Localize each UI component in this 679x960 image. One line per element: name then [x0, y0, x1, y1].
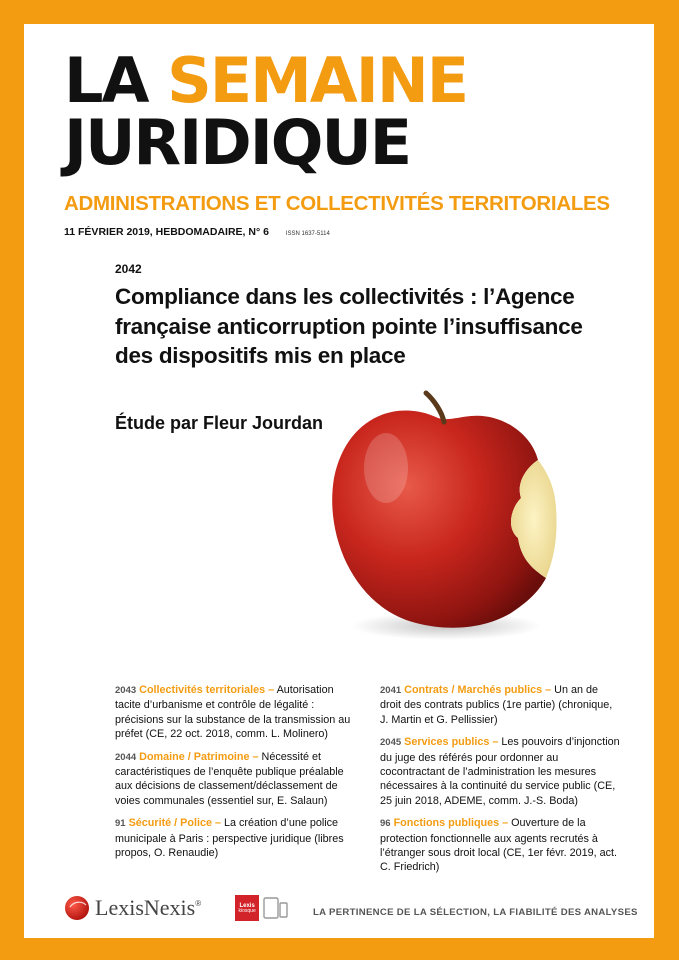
right-border-tab: [654, 664, 679, 938]
contents-entry: [380, 816, 620, 875]
publication-subtitle: ADMINISTRATIONS ET COLLECTIVITÉS TERRITORIALES: [64, 192, 610, 215]
entry-text: Les pouvoirs d’injonction du juge des référés pour ordonner au cocontractant de l’administration les mesures nécessaires à la continuité du service public (CE, 25 juin 2018, ADEME, comm. J.-S. Boda): [380, 736, 620, 807]
right-contents-column: [380, 683, 620, 883]
entry-number: 91: [115, 818, 126, 830]
masthead-juridique: JURIDIQUE: [64, 106, 411, 179]
bitten-apple-image: [326, 388, 561, 648]
entry-text: Autorisation tacite d’urbanisme et contrôle de légalité : précisions sur la substance de la transmission au préfet (CE, 22 oct. 2018, comm. L. Molinero): [115, 684, 351, 741]
issn: ISSN 1637-5114: [285, 231, 330, 237]
lexisnexis-sphere-icon: [64, 895, 90, 921]
entry-section[interactable]: Services publics –: [404, 736, 499, 749]
entry-section[interactable]: Domaine / Patrimoine –: [139, 750, 259, 763]
entry-number: 2044: [115, 751, 137, 763]
lexisnexis-wordmark: LexisNexis: [95, 895, 196, 920]
entry-section[interactable]: Sécurité / Police –: [128, 817, 221, 830]
entry-number: 2043: [115, 685, 137, 696]
kiosque-label-bottom: kiosque: [238, 907, 256, 914]
right-border-tab: [654, 24, 679, 244]
entry-number: 2041: [380, 685, 402, 696]
entry-text: Un an de droit des contrats publics (1re partie) (chronique, J. Martin et G. Pellissier): [380, 684, 613, 726]
contents-entry: [380, 735, 620, 808]
entry-text: Nécessité et caractéristiques de l’enquête publique préalable aux décisions de classement/déclassement de voies communales (essentiel sur, E. Salaun): [115, 750, 344, 807]
masthead-semaine: SEMAINE: [167, 44, 468, 117]
entry-number: 96: [380, 818, 391, 830]
registered-mark: ®: [195, 899, 202, 908]
footer-tagline: LA PERTINENCE DE LA SÉLECTION, LA FIABILITÉ DES ANALYSES: [313, 907, 638, 918]
feature-headline: Compliance dans les collectivités : l’Agence française anticorruption pointe l’insuffisance des dispositifs mis en place: [115, 284, 583, 368]
entry-section[interactable]: Contrats / Marchés publics –: [404, 684, 552, 696]
issue-info: [64, 226, 330, 238]
feature-number: 2042: [115, 262, 142, 276]
contents-entry: [115, 750, 355, 809]
masthead-line-1: [64, 44, 468, 117]
entry-text: La création d’une police municipale à Paris : perspective juridique (libres propos, O. Renaudie): [115, 817, 344, 860]
lexis-kiosque-icon: [235, 895, 259, 921]
entry-section[interactable]: Fonctions publiques –: [393, 817, 509, 830]
contents-entry: [115, 683, 355, 742]
entry-number: 2045: [380, 737, 402, 749]
contents-entry: [380, 683, 620, 727]
apple-highlight: [364, 433, 408, 503]
issue-date: 11 FÉVRIER 2019, HEBDOMADAIRE, N° 6: [64, 226, 269, 238]
left-contents-column: [115, 683, 355, 868]
masthead-la: LA: [64, 44, 148, 117]
feature-byline: Étude par Fleur Jourdan: [115, 413, 324, 433]
entry-text: Ouverture de la protection fonctionnelle aux agents recrutés à l’étranger sous droit local (CE, 1er févr. 2019, act. C. Friedrich): [380, 817, 618, 874]
entry-section[interactable]: Collectivités territoriales –: [139, 684, 275, 696]
lexisnexis-logo: [64, 895, 288, 921]
kiosque-label-top: Lexis: [239, 902, 255, 909]
contents-entry: [115, 816, 355, 860]
tablet-phone-icon: [262, 895, 288, 921]
